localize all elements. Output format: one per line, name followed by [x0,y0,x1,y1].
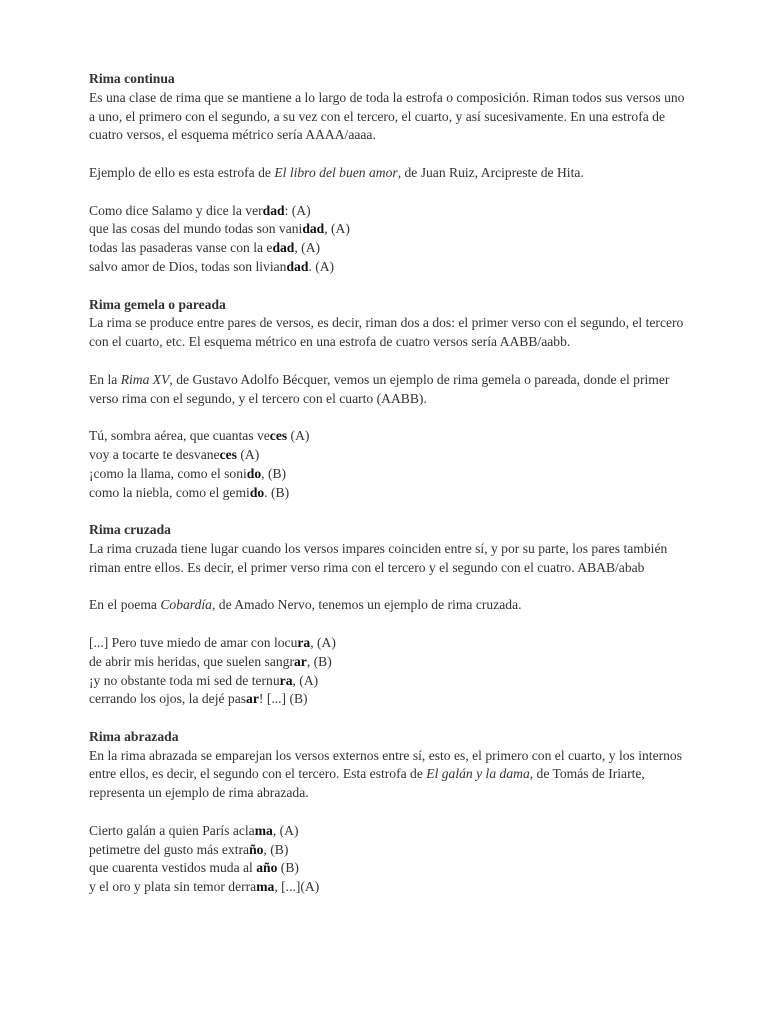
rhyme-syllable: año [256,860,278,876]
section-title: Rima cruzada [89,522,171,538]
verse-text: voy a tocarte te desvane [89,446,220,462]
intro-text: , de Tomás de Iriarte, representa un ejemplo de rima abrazada. [89,766,645,801]
verse-text: todas las pasaderas vanse con la e [89,240,273,256]
section-rima-abrazada [89,728,689,897]
verse-text: , (A) [272,822,299,838]
example-sentence [89,164,689,183]
verse-text: , (B) [306,653,332,669]
verse-text: ! [...] (B) [258,691,308,707]
verse-line [89,202,689,221]
verse-line [89,427,689,446]
verse-stanza [89,634,689,709]
verse-line [89,465,689,484]
rhyme-syllable: dad [262,202,285,218]
section-rima-continua [89,70,689,277]
section-title: Rima abrazada [89,728,179,744]
verse-line [89,822,689,841]
verse-text: Cierto galán a quien París acla [89,822,255,838]
section-intro: Es una clase de rima que se mantiene a lo largo de toda la estrofa o composición. Riman todos sus versos uno a uno, el primero con el segundo, a su vez con el tercero, el cuarto, y así sucesivamente. En una estrofa de cuatro versos, el esquema métrico sería AAAA/aaaa. [89,89,685,143]
verse-line [89,859,689,878]
verse-text: , (B) [263,841,289,857]
rhyme-syllable: do [249,484,265,500]
verse-text: , (B) [261,465,287,481]
verse-text: [...] Pero tuve miedo de amar con locu [89,634,298,650]
verse-text: , (A) [310,634,336,650]
work-title: El galán y la dama [426,766,530,782]
verse-text: que cuarenta vestidos muda al [89,860,257,876]
verse-line [89,841,689,860]
rhyme-syllable: ra [297,634,311,650]
verse-line [89,672,689,691]
rhyme-syllable: ar [293,653,307,669]
verse-line [89,878,689,897]
verse-line [89,653,689,672]
section-intro: La rima cruzada tiene lugar cuando los versos impares coinciden entre sí, y por su parte, los pares también riman entre ellos. Es decir, el primer verso rima con el tercero y el segundo con el cuatro. ABAB/abab [89,540,668,575]
rhyme-syllable: ma [256,879,275,895]
work-title: El libro del buen amor [274,164,398,180]
verse-text: ¡y no obstante toda mi sed de ternu [89,672,280,688]
example-text: , de Gustavo Adolfo Bécquer, vemos un ejemplo de rima gemela o pareada, donde el primer verso rima con el segundo, y el tercero con el cuarto (AABB). [89,371,670,406]
verse-text: , (A) [292,672,319,688]
verse-text: , (A) [294,240,321,256]
verse-line [89,220,689,239]
rhyme-syllable: do [246,465,262,481]
verse-stanza [89,427,689,502]
verse-text: como la niebla, como el gemi [89,484,250,500]
section-title: Rima gemela o pareada [89,296,226,312]
verse-text: . (B) [264,484,290,500]
rhyme-syllable: dad [302,221,325,237]
rhyme-syllable: ra [279,672,293,688]
intro-text: En la rima abrazada se emparejan los versos externos entre sí, esto es, el primero con el cuarto, y los internos entre ellos, es decir, el segundo con el tercero. Esta estrofa de [89,747,683,782]
verse-text: y el oro y plata sin temor derra [89,879,257,895]
rhyme-syllable: dad [272,240,295,256]
rhyme-syllable: ño [249,841,264,857]
example-text: Ejemplo de ello es esta estrofa de [89,164,275,180]
rhyme-syllable: ma [254,822,273,838]
verse-line [89,634,689,653]
rhyme-syllable: ces [219,446,237,462]
verse-line [89,239,689,258]
rhyme-syllable: ar [246,691,259,707]
rhyme-syllable: ces [269,428,288,444]
verse-text: cerrando los ojos, la dejé pas [89,691,247,707]
rhyme-syllable: dad [286,258,309,274]
verse-text: ¡como la llama, como el soni [89,465,247,481]
verse-line [89,446,689,465]
verse-text: , (A) [324,221,350,237]
verse-text: . (A) [308,258,335,274]
verse-text: salvo amor de Dios, todas son livian [89,258,287,274]
verse-text: (A) [287,428,310,444]
work-title: Cobardía [160,597,212,613]
example-text: En la [89,371,121,387]
verse-line [89,484,689,503]
section-title: Rima continua [89,71,175,86]
verse-line [89,258,689,277]
verse-stanza [89,202,689,277]
example-sentence [89,596,689,615]
section-rima-gemela [89,296,689,503]
verse-text: petimetre del gusto más extra [89,841,250,857]
example-text: , de Juan Ruiz, Arcipreste de Hita. [397,164,584,180]
verse-text: (A) [236,446,260,462]
example-sentence [89,371,689,409]
verse-text: : (A) [284,202,311,218]
section-intro: La rima se produce entre pares de versos, es decir, riman dos a dos: el primer verso con el segundo, el tercero con el cuarto, etc. El esquema métrico en una estrofa de cuatro versos sería AABB/aabb. [89,315,684,350]
verse-text: Tú, sombra aérea, que cuantas ve [89,428,270,444]
verse-stanza [89,822,689,897]
document-page [89,70,689,897]
example-text: En el poema [89,597,161,613]
verse-text: que las cosas del mundo todas son vani [89,221,303,237]
verse-text: de abrir mis heridas, que suelen sangr [89,653,294,669]
verse-line [89,690,689,709]
verse-text: , [...](A) [274,879,320,895]
example-text: , de Amado Nervo, tenemos un ejemplo de rima cruzada. [211,597,522,613]
verse-text: Como dice Salamo y dice la ver [89,202,263,218]
section-rima-cruzada [89,521,689,709]
section-intro [89,747,689,803]
work-title: Rima XV [120,371,170,387]
verse-text: (B) [277,860,299,876]
